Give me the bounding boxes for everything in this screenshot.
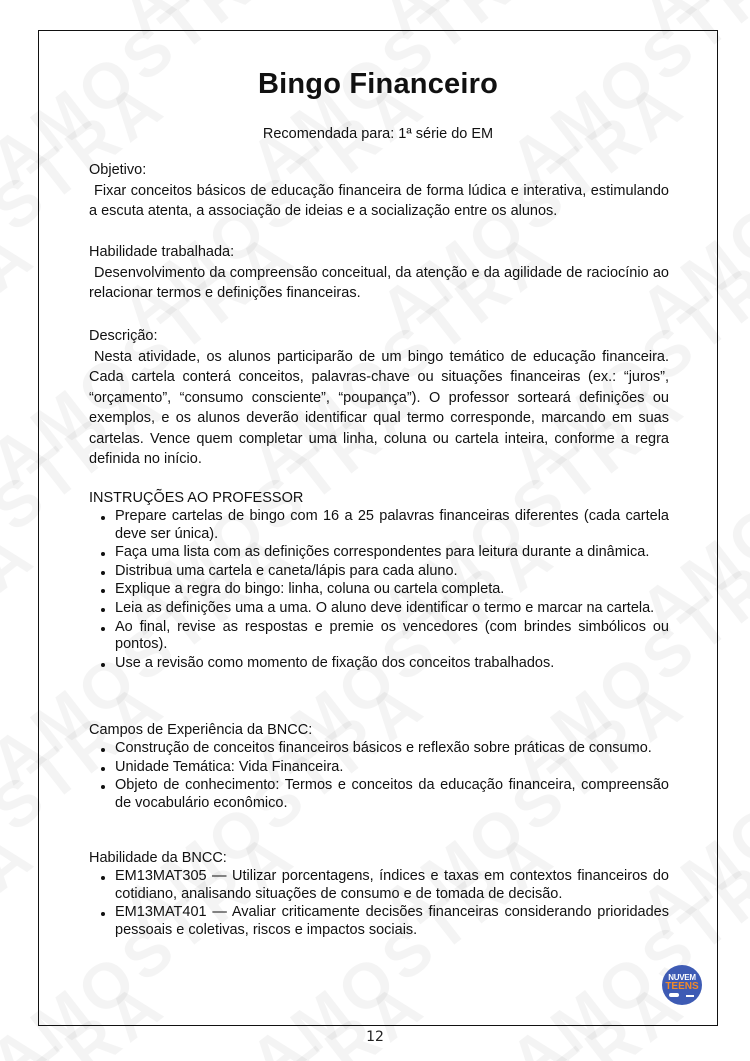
list-item: EM13MAT401 — Avaliar criticamente decisões financeiras considerando prioridades pessoais e coletivas, riscos e impactos sociais. bbox=[89, 904, 669, 939]
habilidade-bncc-heading: Habilidade da BNCC: bbox=[89, 850, 227, 866]
cloud-icon bbox=[669, 993, 679, 997]
document-title: Bingo Financeiro bbox=[257, 68, 499, 100]
list-item: Faça uma lista com as definições correspondentes para leitura durante a dinâmica. bbox=[89, 544, 669, 562]
list-item: Use a revisão como momento de fixação dos conceitos trabalhados. bbox=[89, 655, 669, 673]
list-item: Objeto de conhecimento: Termos e conceitos da educação financeira, compreensão de vocabulário econômico. bbox=[89, 777, 669, 812]
instrucoes-heading: INSTRUÇÕES AO PROFESSOR bbox=[89, 490, 304, 506]
document-subtitle: Recomendada para: 1ª série do EM bbox=[262, 126, 494, 142]
instrucoes-list bbox=[89, 508, 669, 672]
campos-heading: Campos de Experiência da BNCC: bbox=[89, 722, 313, 738]
descricao-text: Nesta atividade, os alunos participarão de um bingo temático de educação financeira. Cada cartela conterá conceitos, palavras-chave ou situações financeiras (ex.: “juros”, “orçamento”, “consumo consciente”, “poupança”). O professor sorteará definições ou exemplos, e os alunos deverão identificar qual termo corresponde, marcando em suas cartelas. Vence quem completar uma linha, coluna ou cartela inteira, conforme a regra definida no início. bbox=[89, 348, 669, 467]
section-objetivo bbox=[89, 160, 669, 222]
list-item: Explique a regra do bingo: linha, coluna ou cartela completa. bbox=[89, 581, 669, 599]
list-item: Distribua uma cartela e caneta/lápis para cada aluno. bbox=[89, 563, 669, 581]
section-descricao bbox=[89, 326, 669, 470]
objetivo-heading: Objetivo: bbox=[89, 162, 147, 178]
list-item: Prepare cartelas de bingo com 16 a 25 palavras financeiras diferentes (cada cartela deve ser única). bbox=[89, 508, 669, 543]
habilidade-heading: Habilidade trabalhada: bbox=[89, 244, 235, 260]
section-habilidade-bncc bbox=[89, 848, 669, 940]
section-campos bbox=[89, 720, 669, 813]
list-item: Leia as definições uma a uma. O aluno deve identificar o termo e marcar na cartela. bbox=[89, 600, 669, 618]
campos-list bbox=[89, 740, 669, 812]
descricao-heading: Descrição: bbox=[89, 328, 158, 344]
list-item: Ao final, revise as respostas e premie os vencedores (com brindes simbólicos ou pontos). bbox=[89, 619, 669, 654]
section-instrucoes bbox=[89, 488, 669, 673]
list-item: EM13MAT305 — Utilizar porcentagens, índices e taxas em contextos financeiros do cotidiano, analisando situações de consumo e de tomada de decisão. bbox=[89, 868, 669, 903]
page-number: 12 bbox=[366, 1029, 384, 1045]
list-item: Construção de conceitos financeiros básicos e reflexão sobre práticas de consumo. bbox=[89, 740, 669, 758]
habilidade-text: Desenvolvimento da compreensão conceitual, da atenção e da agilidade de raciocínio ao relacionar termos e definições financeiras. bbox=[89, 264, 669, 301]
objetivo-text: Fixar conceitos básicos de educação financeira de forma lúdica e interativa, estimulando a escuta atenta, a associação de ideias e a socialização entre os alunos. bbox=[89, 182, 669, 219]
logo-line2: TEENS bbox=[665, 981, 699, 992]
logo-underline bbox=[686, 995, 694, 997]
habilidade-bncc-list bbox=[89, 868, 669, 939]
section-habilidade bbox=[89, 242, 669, 304]
list-item: Unidade Temática: Vida Financeira. bbox=[89, 759, 669, 777]
brand-logo-icon bbox=[662, 965, 702, 1005]
logo-line1: NUVEM bbox=[668, 973, 696, 982]
